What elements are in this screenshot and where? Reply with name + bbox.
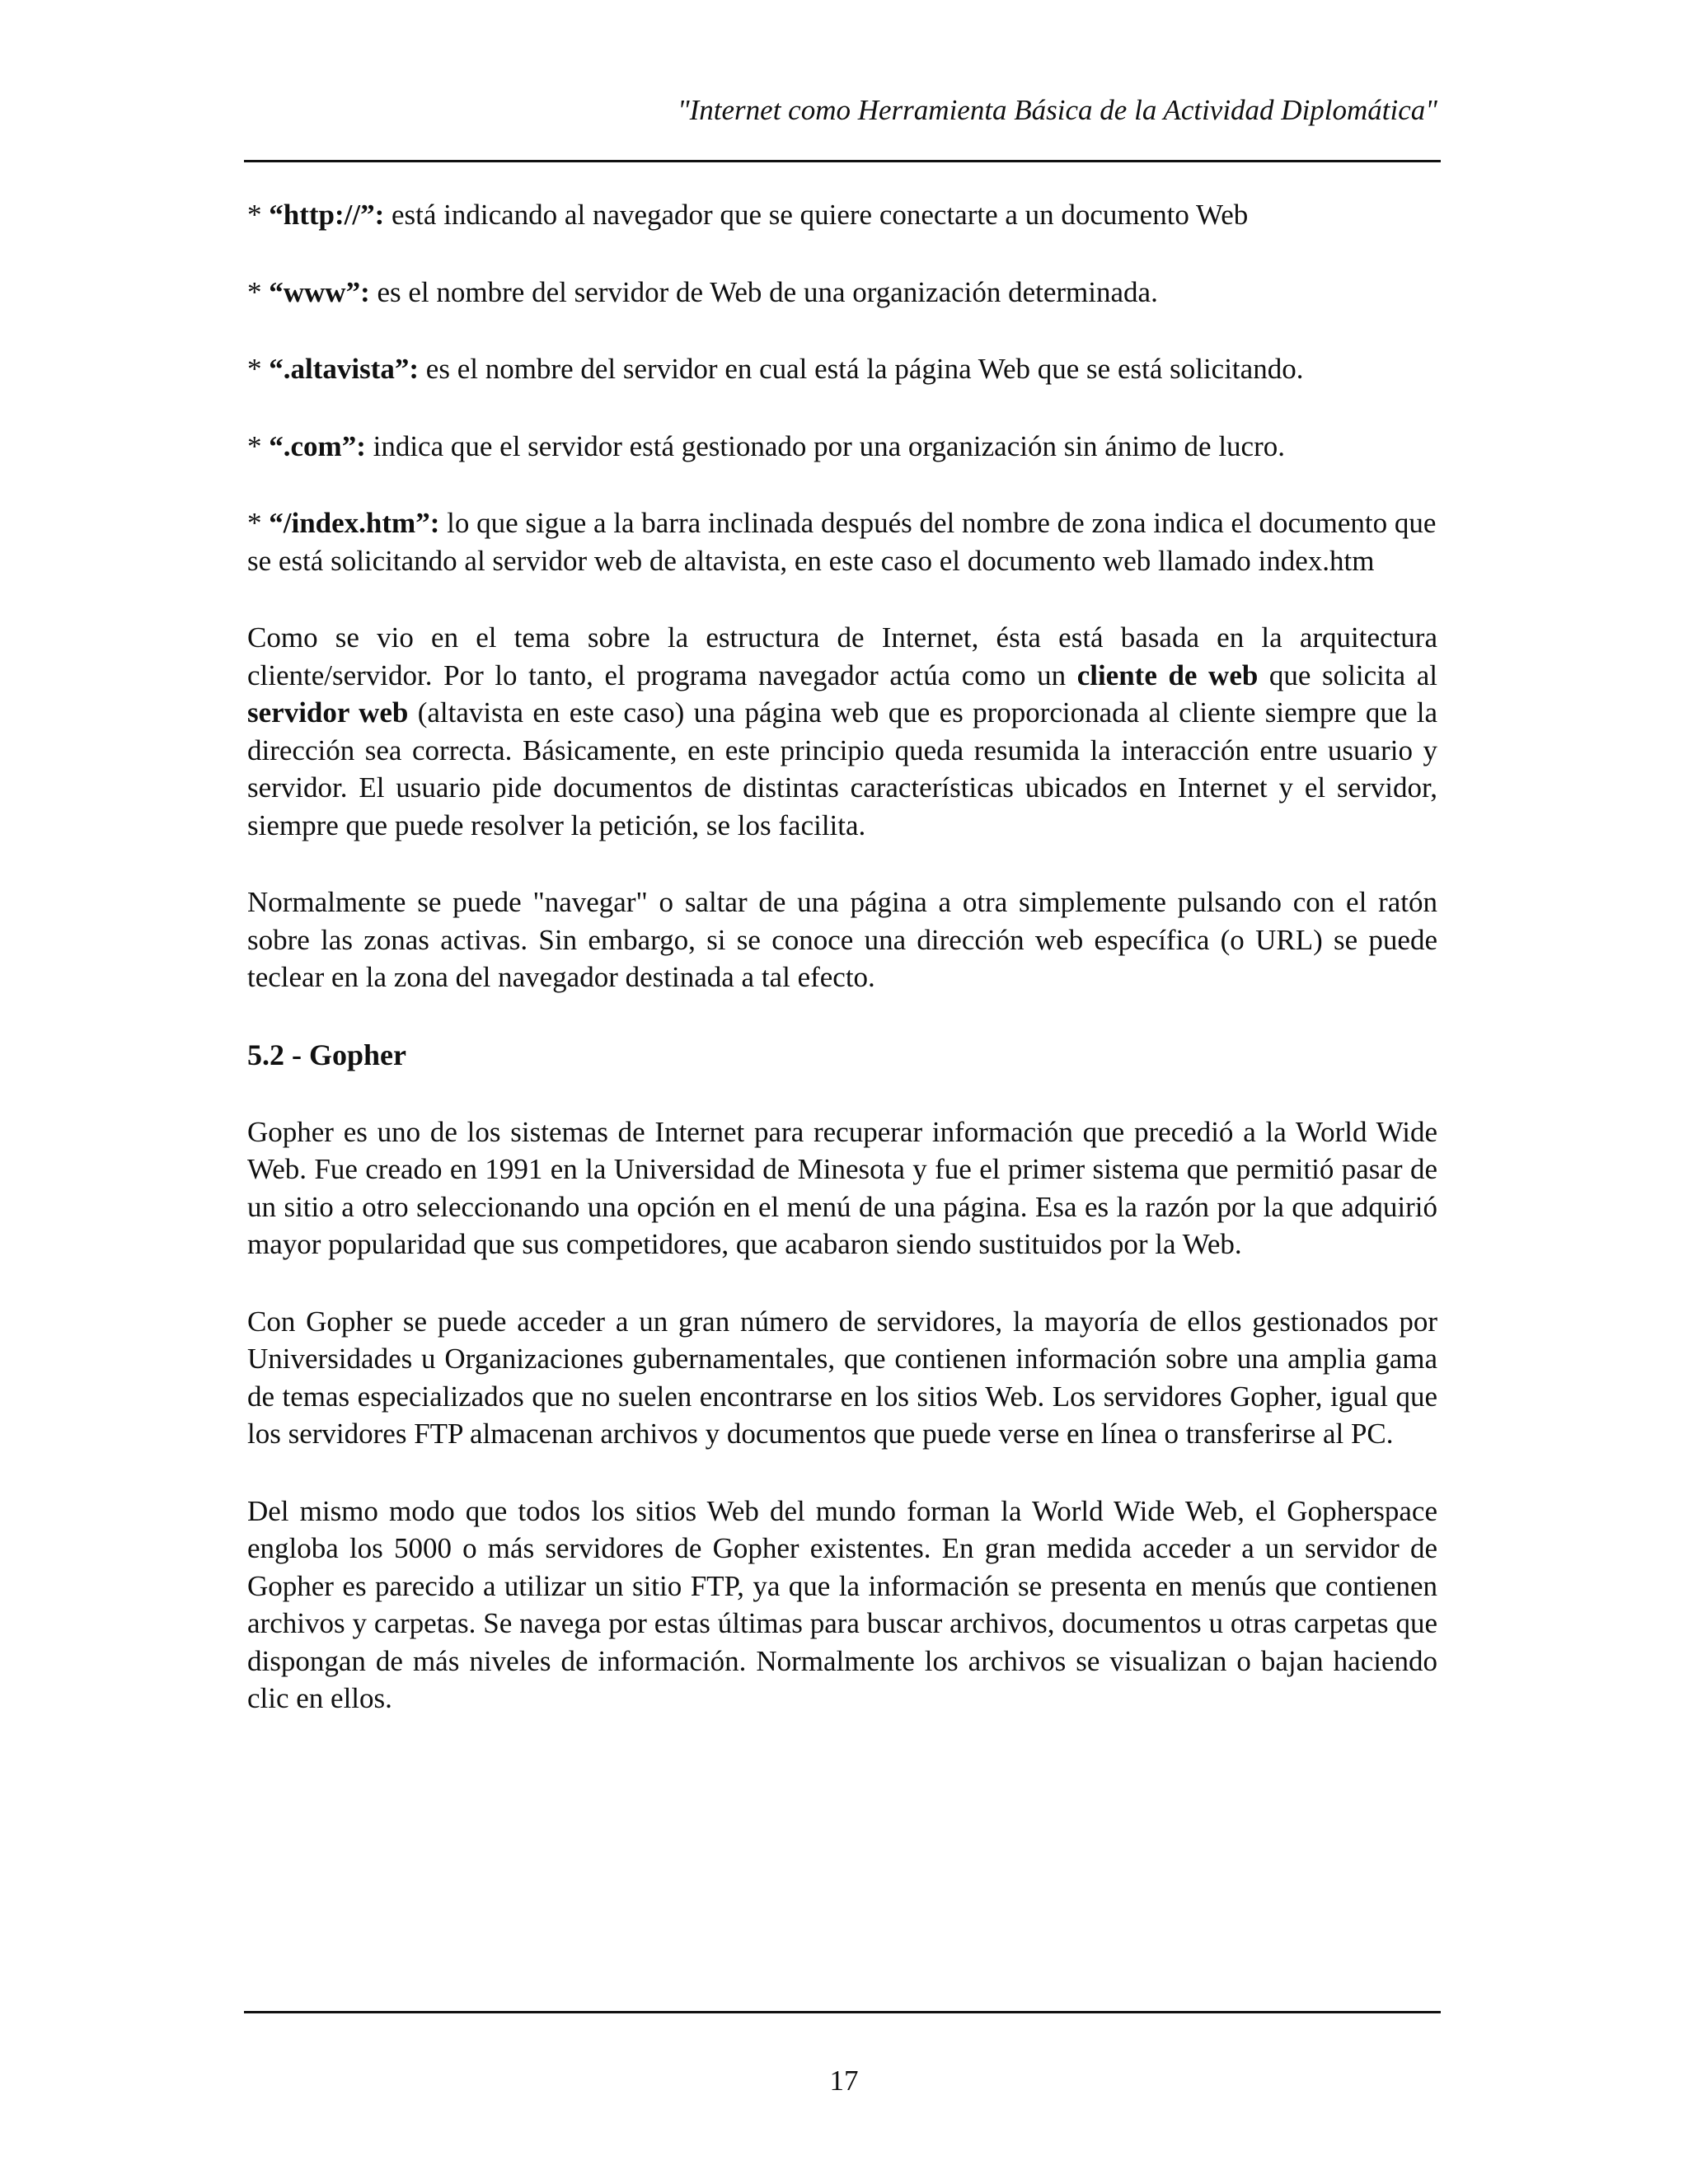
url-part-item — [247, 350, 1437, 388]
item-bullet: * — [247, 353, 270, 385]
item-bullet: * — [247, 199, 270, 231]
navigation-paragraph: Normalmente se puede "navegar" o saltar de una página a otra simplemente pulsando con el ratón sobre las zonas activas. Sin embargo, si se conoce una dirección web específica (o URL) se puede teclear en la zona del navegador destinada a tal efecto. — [247, 886, 1437, 993]
item-bullet: * — [247, 429, 270, 462]
footer-rule — [244, 2011, 1441, 2013]
client-server-paragraph: Como se vio en el tema sobre la estructura de Internet, ésta está basada en la arquitectura cliente/servidor. Por lo tanto, el programa navegador actúa como un cliente de web que solicita al servidor web (altavista en este caso) una página web que es proporcionada al cliente siempre que la dirección sea correcta. Básicamente, en este principio queda resumida la interacción entre usuario y servidor. El usuario pide documentos de distintas características ubicados en Internet y el servidor, siempre que puede resolver la petición, se los facilita. — [247, 621, 1437, 841]
running-header: "Internet como Herramienta Básica de la Actividad Diplomática" — [677, 94, 1437, 126]
url-part-description: es el nombre del servidor en cual está la página Web que se está solicitando. — [419, 353, 1304, 385]
url-part-term: “http://”: — [269, 199, 385, 231]
url-part-item — [247, 274, 1437, 312]
url-part-term: “.altavista”: — [269, 353, 420, 385]
page-number: 17 — [829, 2064, 859, 2097]
url-part-description: está indicando al navegador que se quiere conectarte a un documento Web — [384, 199, 1249, 231]
header-rule — [244, 160, 1441, 162]
url-part-item — [247, 196, 1437, 234]
item-bullet: * — [247, 275, 270, 308]
url-part-item — [247, 428, 1437, 466]
page-content — [247, 196, 1437, 1757]
bold-term: cliente de web — [1076, 658, 1259, 691]
url-part-term: “.com”: — [269, 429, 366, 462]
url-part-description: lo que sigue a la barra inclinada después del nombre de zona indica el documento que se está solicitando al servidor web de altavista, en este caso el documento web llamado index.htm — [247, 507, 1437, 577]
gopher-paragraph: Gopher es uno de los sistemas de Internet para recuperar información que precedió a la World Wide Web. Fue creado en 1991 en la Universidad de Minesota y fue el primer sistema que permitió pasar de un sitio a otro seleccionando una opción en el menú de una página. Esa es la razón por la que adquirió mayor popularidad que sus competidores, que acabaron siendo sustituidos por la Web. — [247, 1115, 1437, 1260]
url-part-description: indica que el servidor está gestionado por una organización sin ánimo de lucro. — [365, 429, 1285, 462]
gopher-paragraph: Con Gopher se puede acceder a un gran número de servidores, la mayoría de ellos gestionados por Universidades u Organizaciones gubernamentales, que contienen información sobre una amplia gama de temas especializados que no suelen encontrarse en los sitios Web. Los servidores Gopher, igual que los servidores FTP almacenan archivos y documentos que puede verse en línea o transferirse al PC. — [247, 1305, 1437, 1450]
bold-term: servidor web — [247, 696, 409, 729]
gopher-paragraph: Del mismo modo que todos los sitios Web del mundo forman la World Wide Web, el Gopherspace engloba los 5000 o más servidores de Gopher existentes. En gran medida acceder a un servidor de Gopher es parecido a utilizar un sitio FTP, ya que la información se presenta en menús que contienen archivos y carpetas. Se navega por estas últimas para buscar archivos, documentos u otras carpetas que dispongan de más niveles de información. Normalmente los archivos se visualizan o bajan haciendo clic en ellos. — [247, 1494, 1437, 1714]
url-part-term: “www”: — [269, 275, 370, 308]
section-heading: 5.2 - Gopher — [247, 1038, 406, 1071]
item-bullet: * — [247, 507, 270, 539]
url-part-term: “/index.htm”: — [269, 507, 440, 539]
url-part-item — [247, 504, 1437, 579]
url-part-description: es el nombre del servidor de Web de una organización determinada. — [369, 275, 1158, 308]
